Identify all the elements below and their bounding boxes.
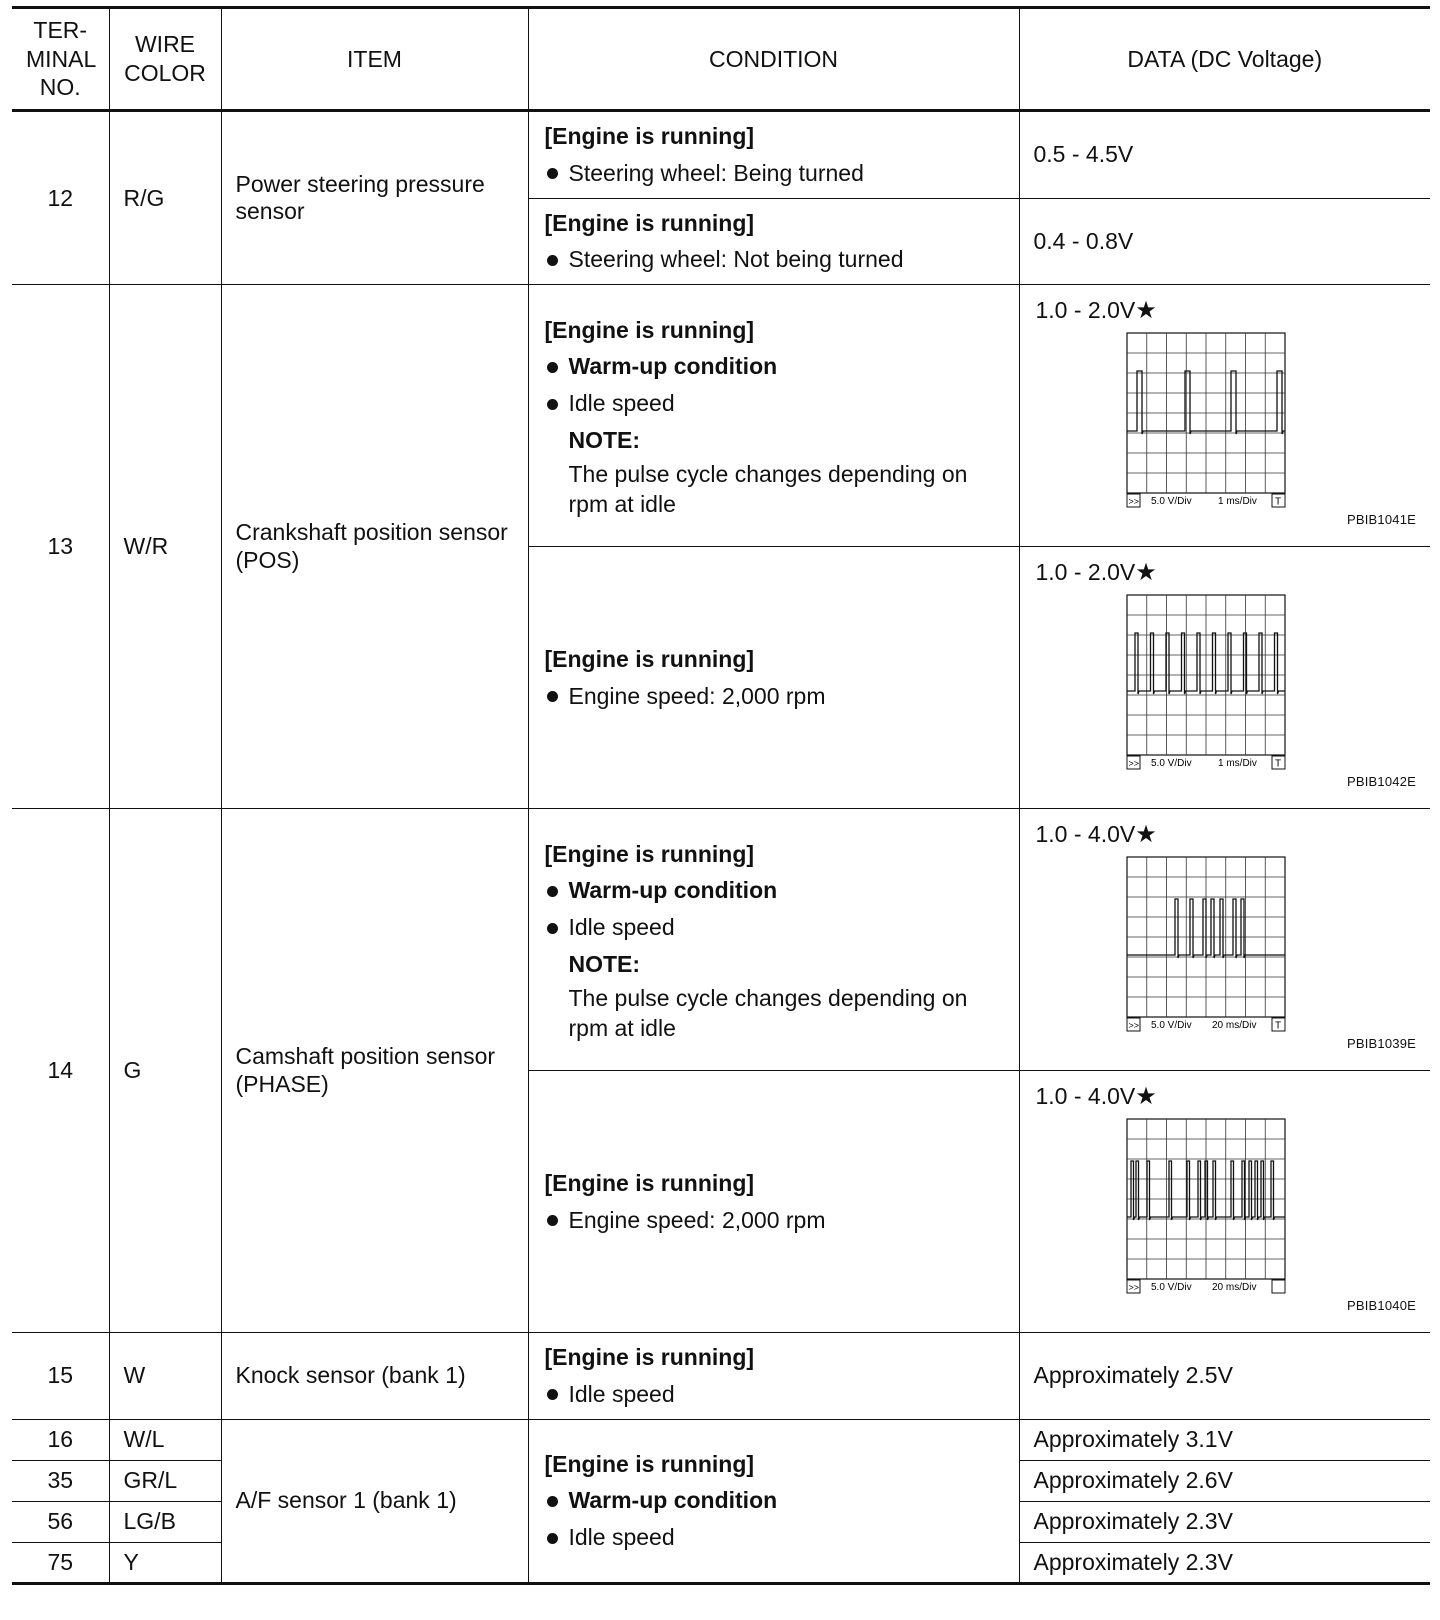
- header-terminal-no: TER- MINAL NO.: [12, 8, 109, 111]
- note-text: The pulse cycle changes depending on rpm at idle: [568, 460, 968, 517]
- trigger-icon: [1272, 756, 1285, 770]
- table-row: [12, 1419, 1430, 1460]
- condition-bullet: Engine speed: 2,000 rpm: [545, 1202, 1005, 1239]
- condition-heading: [Engine is running]: [544, 645, 755, 672]
- ecm-terminal-table: [12, 6, 1430, 1585]
- condition-heading: [Engine is running]: [544, 840, 755, 867]
- voltage-range: 1.0 - 4.0V★: [1035, 821, 1157, 849]
- condition-heading: [Engine is running]: [544, 209, 755, 236]
- header-wire-color: WIRE COLOR: [109, 8, 221, 111]
- figure-id: PBIB1039E: [1346, 1036, 1416, 1052]
- note-title: NOTE:: [568, 427, 641, 454]
- svg-text:T: T: [1274, 1020, 1281, 1032]
- terminal-no: 13: [12, 285, 109, 809]
- figure-id: PBIB1041E: [1346, 512, 1416, 528]
- table-row: [12, 1333, 1430, 1420]
- table-row: [12, 111, 1430, 199]
- terminal-no: 16: [12, 1419, 109, 1460]
- condition-cell: [528, 111, 1019, 199]
- time-scale: 20 ms/Div: [1211, 1020, 1256, 1032]
- voltage-range: 1.0 - 4.0V★: [1035, 1083, 1157, 1111]
- svg-text:>>: >>: [1128, 1020, 1139, 1031]
- condition-bullet: Warm-up condition: [545, 1482, 1005, 1519]
- trigger-icon: [1272, 1280, 1285, 1293]
- data-value: 0.4 - 0.8V: [1019, 198, 1430, 285]
- condition-heading: [Engine is running]: [544, 1169, 755, 1196]
- note-title: NOTE:: [568, 951, 641, 978]
- header-item: ITEM: [221, 8, 528, 111]
- waveform-cell: [1019, 809, 1430, 1071]
- wire-color: W: [109, 1333, 221, 1420]
- wire-color: Y: [109, 1542, 221, 1583]
- item-name: Crankshaft position sensor (POS): [221, 285, 528, 809]
- condition-heading: [Engine is running]: [544, 1450, 755, 1477]
- terminal-no: 75: [12, 1542, 109, 1583]
- data-value: Approximately 2.3V: [1019, 1501, 1430, 1542]
- item-name: A/F sensor 1 (bank 1): [221, 1419, 528, 1583]
- item-name: Power steering pressure sensor: [221, 111, 528, 285]
- condition-bullet: Steering wheel: Not being turned: [545, 241, 1005, 278]
- condition-cell: [528, 1071, 1019, 1333]
- wire-color: GR/L: [109, 1460, 221, 1501]
- svg-text:T: T: [1274, 496, 1281, 508]
- condition-bullet: Idle speed: [545, 385, 1005, 422]
- oscilloscope-waveform: [1126, 594, 1286, 770]
- condition-cell: [528, 198, 1019, 285]
- figure-id: PBIB1042E: [1346, 774, 1416, 790]
- wire-color: G: [109, 809, 221, 1333]
- star-icon: ★: [1135, 559, 1157, 587]
- svg-text:T: T: [1274, 758, 1281, 770]
- condition-heading: [Engine is running]: [544, 316, 755, 343]
- terminal-no: 12: [12, 111, 109, 285]
- condition-bullet: Idle speed: [545, 1376, 1005, 1413]
- condition-bullet: Warm-up condition: [545, 872, 1005, 909]
- svg-text:>>: >>: [1128, 1282, 1139, 1293]
- terminal-no: 56: [12, 1501, 109, 1542]
- header-condition: CONDITION: [528, 8, 1019, 111]
- data-value: Approximately 2.5V: [1019, 1333, 1430, 1420]
- chevron-icon: [1127, 494, 1140, 507]
- table-row: [12, 285, 1430, 547]
- condition-bullet: Idle speed: [545, 1519, 1005, 1556]
- condition-cell: [528, 1333, 1019, 1420]
- waveform-cell: [1019, 547, 1430, 809]
- svg-text:>>: >>: [1128, 496, 1139, 507]
- table-row: [12, 809, 1430, 1071]
- star-icon: ★: [1135, 821, 1157, 849]
- data-value: Approximately 2.6V: [1019, 1460, 1430, 1501]
- voltage-range: 1.0 - 2.0V★: [1035, 559, 1157, 587]
- time-scale: 1 ms/Div: [1217, 758, 1257, 770]
- header-row: [12, 8, 1430, 111]
- time-scale: 20 ms/Div: [1211, 1282, 1256, 1294]
- wire-color: LG/B: [109, 1501, 221, 1542]
- chevron-icon: [1127, 1018, 1140, 1031]
- data-value: Approximately 3.1V: [1019, 1419, 1430, 1460]
- terminal-no: 14: [12, 809, 109, 1333]
- condition-cell: [528, 1419, 1019, 1583]
- volt-scale: 5.0 V/Div: [1150, 1282, 1192, 1294]
- condition-bullet: Idle speed: [545, 909, 1005, 946]
- condition-cell: [528, 547, 1019, 809]
- wire-color: R/G: [109, 111, 221, 285]
- header-data: DATA (DC Voltage): [1019, 8, 1430, 111]
- data-value: 0.5 - 4.5V: [1019, 111, 1430, 199]
- oscilloscope-waveform: [1126, 332, 1286, 508]
- terminal-no: 15: [12, 1333, 109, 1420]
- trigger-icon: [1272, 494, 1285, 508]
- voltage-range: 1.0 - 2.0V★: [1035, 297, 1157, 325]
- volt-scale: 5.0 V/Div: [1150, 758, 1192, 770]
- waveform-cell: [1019, 1071, 1430, 1333]
- note: [545, 426, 1005, 520]
- condition-heading: [Engine is running]: [544, 1344, 755, 1371]
- trigger-icon: [1272, 1018, 1285, 1032]
- item-name: Camshaft position sensor (PHASE): [221, 809, 528, 1333]
- item-name: Knock sensor (bank 1): [221, 1333, 528, 1420]
- oscilloscope-waveform: [1126, 1118, 1286, 1294]
- time-scale: 1 ms/Div: [1217, 496, 1257, 508]
- condition-bullet: Warm-up condition: [545, 348, 1005, 385]
- chevron-icon: [1127, 1280, 1140, 1293]
- figure-id: PBIB1040E: [1346, 1298, 1416, 1314]
- svg-text:>>: >>: [1128, 758, 1139, 769]
- volt-scale: 5.0 V/Div: [1150, 1020, 1192, 1032]
- chevron-icon: [1127, 756, 1140, 769]
- note: [545, 950, 1005, 1044]
- data-value: Approximately 2.3V: [1019, 1542, 1430, 1583]
- note-text: The pulse cycle changes depending on rpm at idle: [568, 984, 968, 1041]
- wire-color: W/R: [109, 285, 221, 809]
- star-icon: ★: [1135, 297, 1157, 325]
- condition-bullet: Steering wheel: Being turned: [545, 155, 1005, 192]
- condition-cell: [528, 809, 1019, 1071]
- star-icon: ★: [1135, 1083, 1157, 1111]
- oscilloscope-waveform: [1126, 856, 1286, 1032]
- condition-heading: [Engine is running]: [544, 123, 755, 149]
- waveform-cell: [1019, 285, 1430, 547]
- condition-bullet: Engine speed: 2,000 rpm: [545, 678, 1005, 715]
- terminal-no: 35: [12, 1460, 109, 1501]
- wire-color: W/L: [109, 1419, 221, 1460]
- condition-cell: [528, 285, 1019, 547]
- volt-scale: 5.0 V/Div: [1150, 496, 1192, 508]
